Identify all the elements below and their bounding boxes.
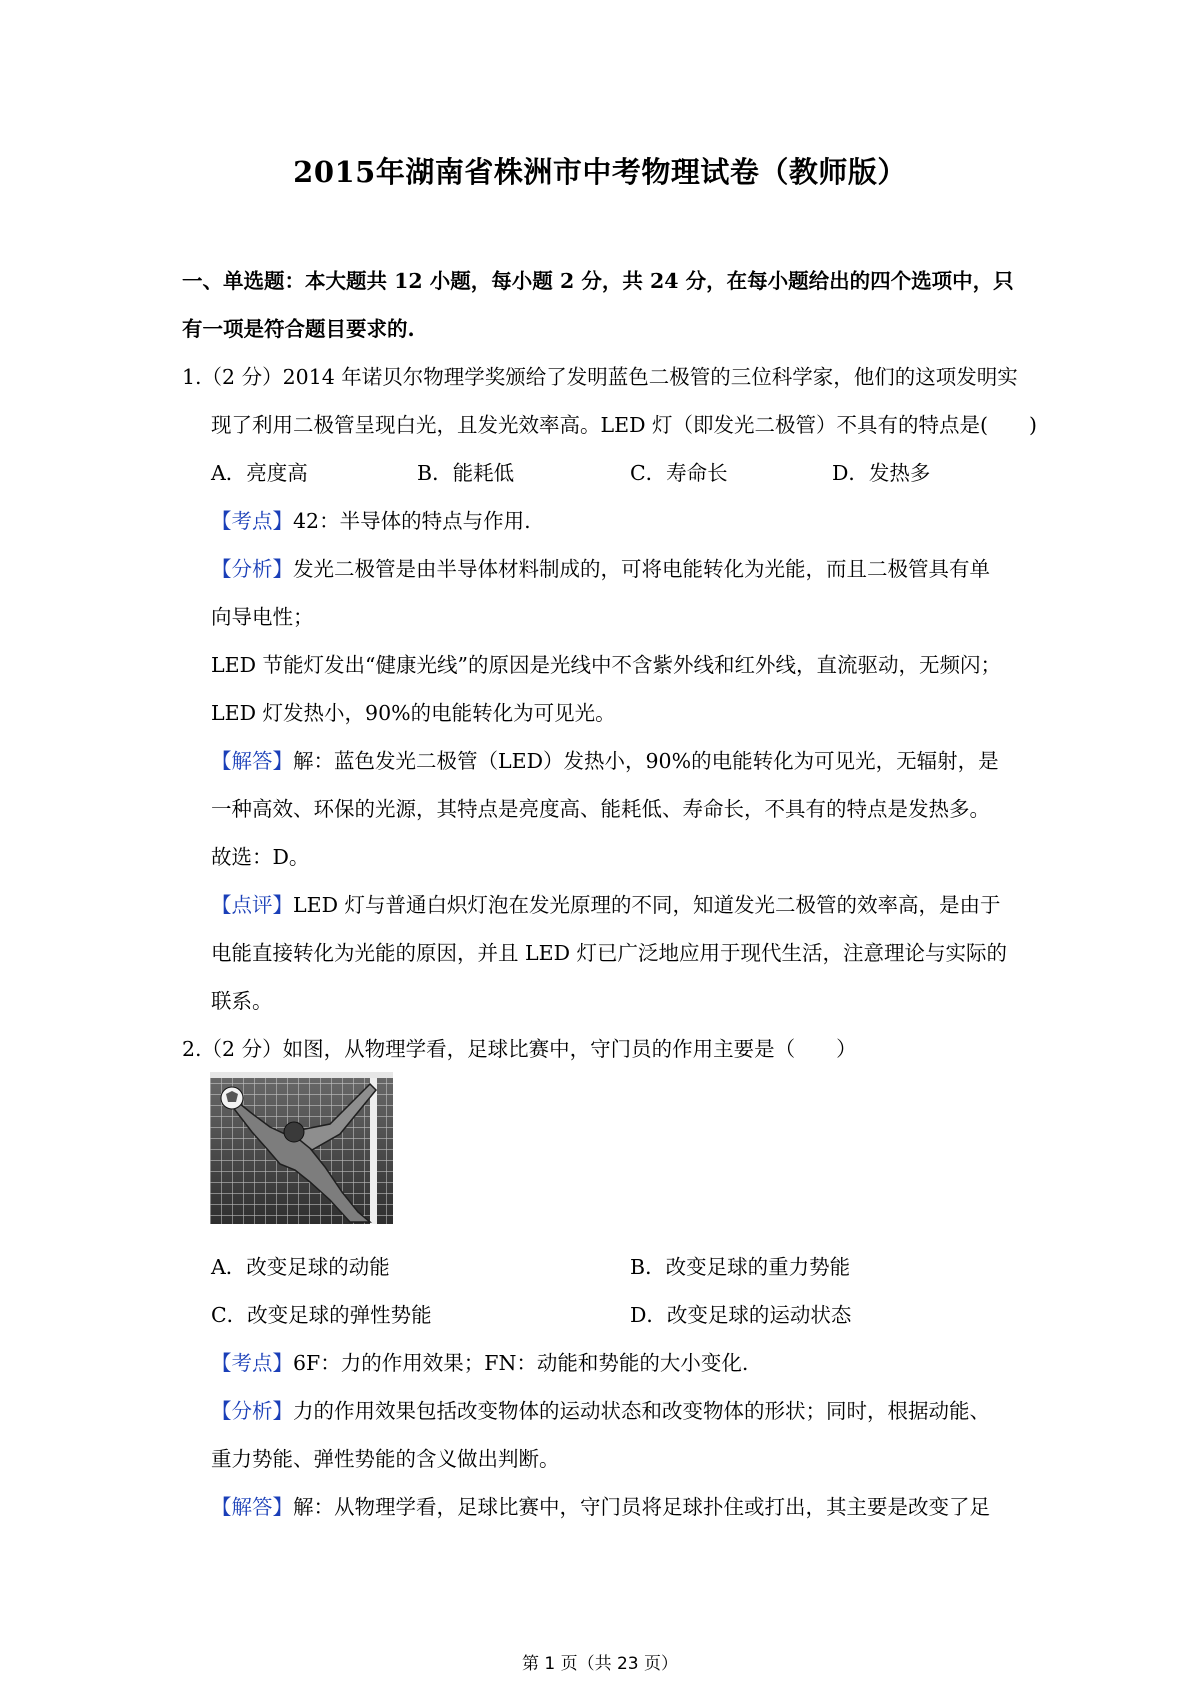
q1-jieda-line3: 故选：D。 [211, 845, 310, 869]
section-heading-line2: 有一项是符合题目要求的. [182, 317, 415, 341]
q1-fenxi-line3: LED 节能灯发出“健康光线”的原因是光线中不含紫外线和红外线，直流驱动，无频闪； [211, 653, 1001, 677]
q2-option-c: C．改变足球的弹性势能 [211, 1303, 432, 1327]
q2-fenxi-line2: 重力势能、弹性势能的含义做出判断。 [211, 1447, 560, 1471]
section-heading-line1: 一、单选题：本大题共 12 小题，每小题 2 分，共 24 分，在每小题给出的四个选项中，只 [182, 269, 1014, 293]
kaodian-tag: 【考点】 [211, 509, 293, 533]
q1-dianping-line2: 电能直接转化为光能的原因，并且 LED 灯已广泛地应用于现代生活，注意理论与实际的 [211, 941, 1008, 965]
q1-stem-line2: 现了利用二极管呈现白光，且发光效率高。LED 灯（即发光二极管）不具有的特点是( ) [211, 413, 1038, 437]
q1-jieda-line2: 一种高效、环保的光源，其特点是亮度高、能耗低、寿命长，不具有的特点是发热多。 [211, 797, 990, 821]
fenxi-text: 力的作用效果包括改变物体的运动状态和改变物体的形状；同时，根据动能、 [293, 1399, 990, 1423]
q1-option-a: A．亮度高 [211, 461, 308, 485]
q1-fenxi-line1 [211, 554, 990, 584]
q1-option-d: D．发热多 [832, 461, 931, 485]
kaodian-text: 42：半导体的特点与作用. [293, 509, 531, 533]
q1-stem-line1: 1.（2 分）2014 年诺贝尔物理学奖颁给了发明蓝色二极管的三位科学家，他们的这项发明实 [182, 365, 1018, 389]
q1-option-c: C．寿命长 [630, 461, 728, 485]
fenxi-tag: 【分析】 [211, 1399, 293, 1423]
kaodian-tag: 【考点】 [211, 1351, 293, 1375]
q1-option-b: B．能耗低 [417, 461, 515, 485]
q1-dianping-line3: 联系。 [211, 989, 273, 1013]
page-footer: 第 1 页（共 23 页） [521, 1654, 679, 1674]
q1-fenxi-line2: 向导电性； [211, 605, 314, 629]
q1-dianping-line1 [211, 890, 1001, 920]
jieda-text: 解：蓝色发光二极管（LED）发热小，90%的电能转化为可见光，无辐射，是 [293, 749, 999, 773]
q2-kaodian [211, 1348, 748, 1378]
jieda-tag: 【解答】 [211, 1495, 293, 1519]
fenxi-text: 发光二极管是由半导体材料制成的，可将电能转化为光能，而且二极管具有单 [293, 557, 990, 581]
q2-fenxi-line1 [211, 1396, 990, 1426]
q1-kaodian [211, 506, 531, 536]
dianping-tag: 【点评】 [211, 893, 293, 917]
dianping-text: LED 灯与普通白炽灯泡在发光原理的不同，知道发光二极管的效率高，是由于 [293, 893, 1001, 917]
q2-option-d: D．改变足球的运动状态 [630, 1303, 852, 1327]
goalkeeper-photo [210, 1072, 393, 1224]
fenxi-tag: 【分析】 [211, 557, 293, 581]
jieda-text: 解：从物理学看，足球比赛中，守门员将足球扑住或打出，其主要是改变了足 [293, 1495, 990, 1519]
q2-jieda-line1 [211, 1492, 990, 1522]
page-title: 2015年湖南省株洲市中考物理试卷（教师版） [293, 155, 907, 189]
q1-fenxi-line4: LED 灯发热小，90%的电能转化为可见光。 [211, 701, 616, 725]
q2-option-a: A．改变足球的动能 [211, 1255, 390, 1279]
q1-jieda-line1 [211, 746, 999, 776]
jieda-tag: 【解答】 [211, 749, 293, 773]
q2-option-b: B．改变足球的重力势能 [630, 1255, 851, 1279]
kaodian-text: 6F：力的作用效果；FN：动能和势能的大小变化. [293, 1351, 749, 1375]
q2-stem-line1: 2.（2 分）如图，从物理学看，足球比赛中，守门员的作用主要是（ ） [182, 1037, 857, 1061]
